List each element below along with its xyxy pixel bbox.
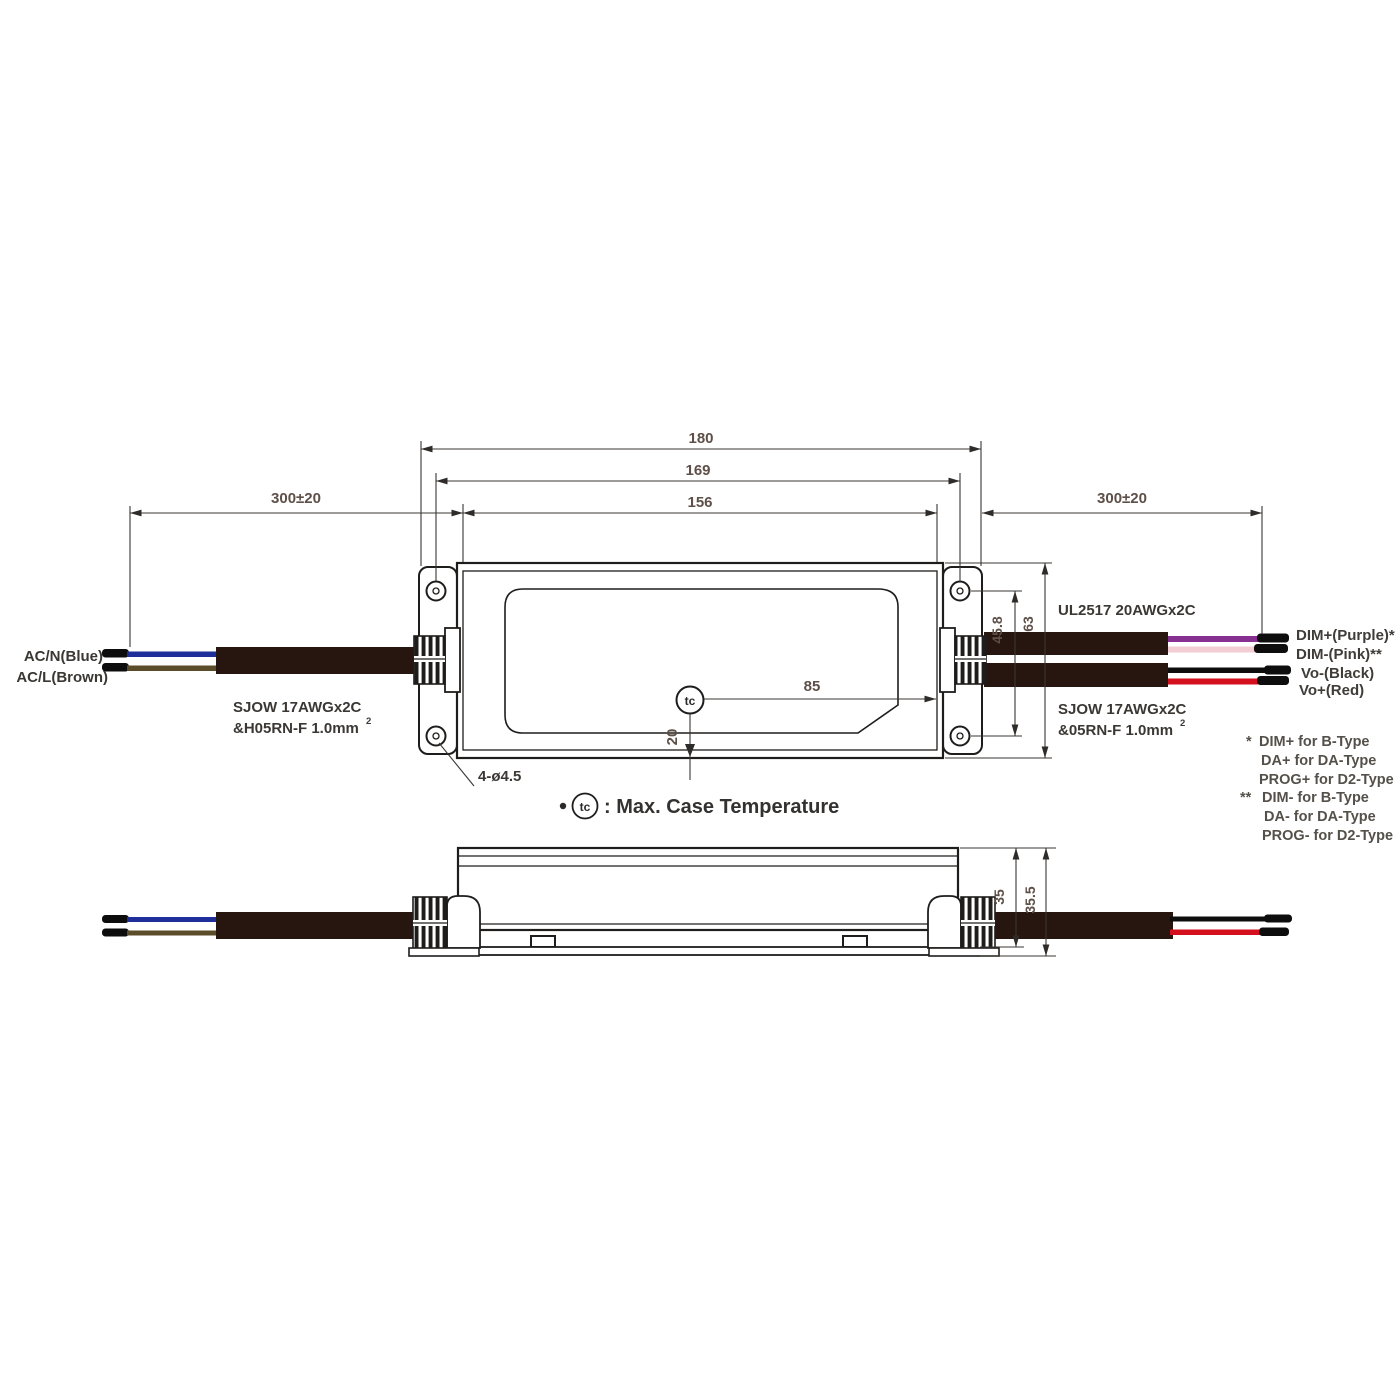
footnote-text: DA+ for DA-Type [1261, 753, 1377, 769]
side-wire-brown [127, 931, 218, 936]
screw-hole-bottom-left [427, 727, 446, 746]
gland-foot-left [409, 948, 479, 956]
base-plate [442, 947, 974, 955]
mounting-slot [843, 936, 867, 947]
footnotes [1240, 734, 1394, 844]
dim-180: 180 [688, 430, 714, 447]
side-case-body [458, 848, 958, 930]
wire-tip [102, 649, 129, 658]
output-cable-assembly [984, 632, 1291, 687]
mounting-slot [531, 936, 555, 947]
wire-ac-l-brown [127, 666, 218, 672]
wire-vo-minus-black [1168, 668, 1268, 674]
label-output-cable-2: &05RN-F 1.0mm [1058, 722, 1174, 739]
side-view [102, 848, 1292, 956]
wire-tip [1257, 676, 1289, 685]
label-output-cable-1: SJOW 17AWGx2C [1058, 701, 1187, 718]
side-wire-black [1170, 917, 1268, 922]
wire-tip [1259, 928, 1289, 937]
case-body [457, 563, 943, 758]
input-cable-assembly [102, 647, 416, 674]
output-cable-jacket [984, 663, 1168, 687]
dim-63: 63 [1020, 616, 1036, 632]
cable-gland-left [414, 628, 460, 692]
label-signal-cable: UL2517 20AWGx2C [1058, 602, 1196, 619]
screw-hole-bottom-right [951, 727, 970, 746]
wire-ac-n-blue [127, 652, 218, 658]
label-input-cable-sup: 2 [366, 716, 372, 727]
dim-cable-right: 300±20 [1097, 490, 1147, 507]
footnote-text: PROG- for D2-Type [1262, 828, 1394, 844]
plan-view [102, 563, 1291, 786]
tc-symbol-label: tc [684, 694, 696, 708]
gland-foot-right [929, 948, 999, 956]
screw-hole-top-left [427, 582, 446, 601]
bullet-icon [560, 803, 566, 809]
tc-note-text: : Max. Case Temperature [604, 796, 840, 818]
wire-tip [1257, 634, 1289, 643]
footnote-text: DIM+ for B-Type [1259, 734, 1370, 750]
side-output-cable [984, 912, 1173, 939]
wire-tip [1264, 915, 1292, 923]
dim-35-5: 35.5 [1022, 886, 1038, 914]
wire-dim-plus-purple [1168, 636, 1260, 642]
footnote-star: ** [1240, 790, 1252, 806]
wire-tip [1264, 666, 1291, 675]
label-wire-dim-minus: DIM-(Pink)** [1296, 646, 1382, 663]
dim-35: 35 [991, 889, 1007, 905]
side-input-cable [216, 912, 414, 939]
wire-tip [1254, 644, 1288, 653]
tc-note [560, 794, 839, 819]
tc-symbol [677, 687, 704, 714]
footnote-star: * [1246, 734, 1252, 750]
dim-156: 156 [687, 494, 713, 511]
side-gland-housing-left [447, 896, 480, 948]
dim-45-8: 45.8 [989, 616, 1005, 644]
tc-note-symbol: tc [579, 800, 591, 814]
wire-tip [102, 929, 129, 937]
dim-85: 85 [803, 678, 821, 695]
dim-169: 169 [685, 462, 711, 479]
signal-cable-jacket [984, 632, 1168, 655]
side-wire-red [1170, 930, 1262, 936]
dim-cable-left: 300±20 [271, 490, 321, 507]
footnote-text: DIM- for B-Type [1262, 790, 1369, 806]
dim-mounting-holes: 4-ø4.5 [478, 768, 522, 785]
screw-hole-top-right [951, 582, 970, 601]
label-input-cable-1: SJOW 17AWGx2C [233, 699, 362, 716]
side-wire-blue [127, 917, 218, 922]
label-output-cable-sup: 2 [1180, 718, 1186, 729]
label-wire-vo-minus: Vo-(Black) [1301, 665, 1375, 682]
wire-tip [102, 915, 129, 923]
wire-dim-minus-pink [1168, 647, 1256, 653]
input-cable-jacket [216, 647, 416, 674]
footnote-text: PROG+ for D2-Type [1259, 772, 1394, 788]
side-gland-housing-right [928, 896, 961, 948]
label-wire-vo-plus: Vo+(Red) [1299, 682, 1365, 699]
footnote-text: DA- for DA-Type [1264, 809, 1376, 825]
label-input-cable-2: &H05RN-F 1.0mm [233, 720, 359, 737]
label-ac-n: AC/N(Blue) [23, 648, 103, 665]
cable-gland-right [940, 628, 986, 692]
dim-20: 20 [664, 728, 681, 746]
wire-vo-plus-red [1168, 679, 1260, 685]
label-wire-dim-plus: DIM+(Purple)* [1296, 627, 1395, 644]
label-ac-l: AC/L(Brown) [16, 669, 108, 686]
